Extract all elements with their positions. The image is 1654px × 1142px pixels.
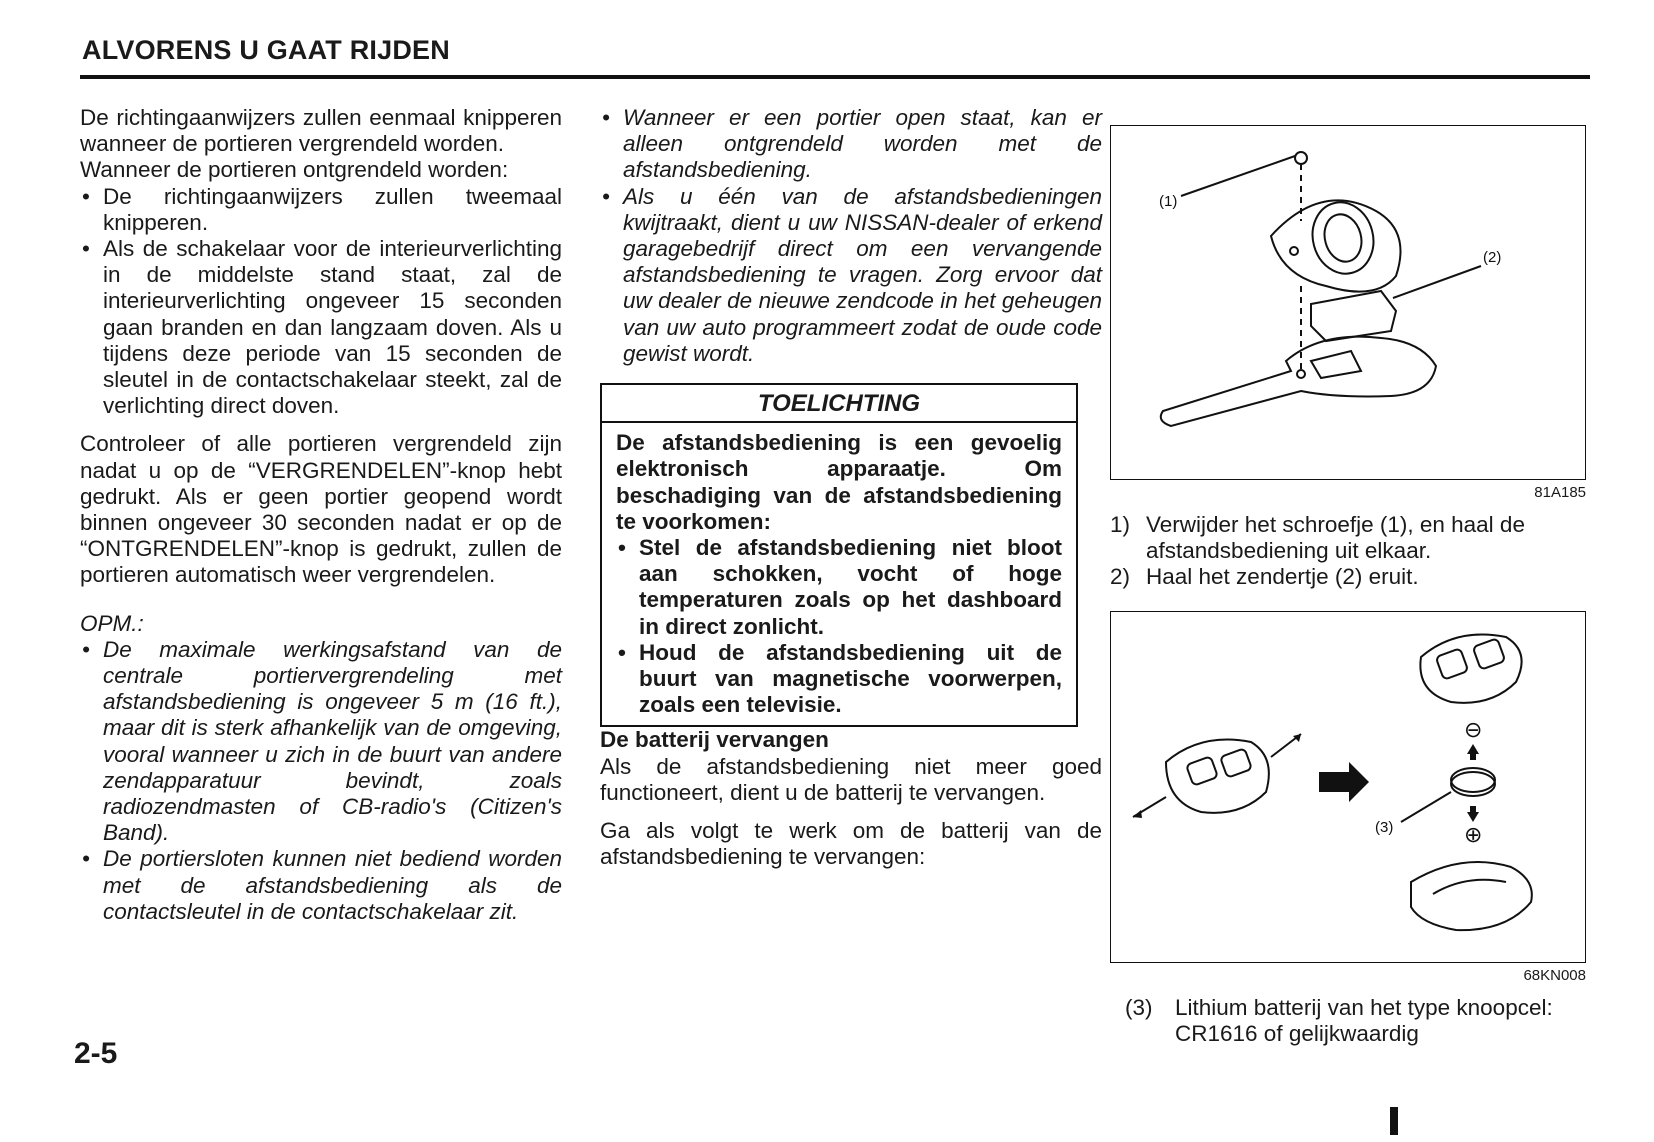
column-middle bbox=[600, 105, 1102, 870]
screw-icon bbox=[1295, 152, 1307, 164]
up-arrow-icon bbox=[1467, 744, 1479, 754]
paragraph: Als de afstandsbediening niet meer goed functioneert, dient u de batterij te vervangen. bbox=[600, 753, 1102, 805]
caption-number: (3) bbox=[1125, 994, 1153, 1020]
caution-box bbox=[600, 383, 1078, 727]
callout-3: (3) bbox=[1375, 818, 1394, 836]
steps-list bbox=[1110, 512, 1615, 591]
caption-text: Lithium batterij van het type knoopcel: CR1616 of gelijkwaardig bbox=[1175, 994, 1553, 1046]
note-label: OPM.: bbox=[80, 610, 144, 636]
figure-code: 81A185 bbox=[1534, 484, 1586, 501]
right-arrow-icon bbox=[1319, 762, 1369, 802]
transmitter-board bbox=[1311, 291, 1396, 341]
page-number: 2-5 bbox=[74, 1037, 118, 1070]
key-disassembly-figure bbox=[1110, 125, 1586, 480]
key-base bbox=[1161, 337, 1436, 426]
bullet-list bbox=[80, 184, 562, 420]
down-arrow-icon bbox=[1467, 812, 1479, 822]
paragraph: Wanneer de portieren ontgrendeld worden: bbox=[80, 157, 509, 183]
remote-shell-top bbox=[1420, 634, 1521, 702]
paragraph: De richtingaanwijzers zullen eenmaal knipperen wanneer de portieren vergrendeld worden. bbox=[80, 105, 562, 157]
paragraph: Controleer of alle portieren vergrendeld zijn nadat u op de “VERGRENDELEN”-knop hebt gedrukt. Als er geen portier geopend wordt binnen ongeveer 30 seconden nadat er op de “ONTGRENDELEN”-knop is gedrukt, zullen de portieren automatisch weer vergrendelen. bbox=[80, 431, 562, 588]
step-text: Verwijder het schroefje (1), en haal de afstandsbediening uit elkaar. bbox=[1146, 512, 1525, 564]
arrow-icon bbox=[1133, 810, 1142, 818]
italic-bullet-list bbox=[600, 105, 1102, 367]
list-item: • Stel de afstandsbediening niet bloot aan schokken, vocht of hoge temperaturen zoals op het dashboard in direct zonlicht. bbox=[616, 535, 1062, 640]
caution-body bbox=[602, 423, 1076, 725]
list-item: • Als u één van de afstandsbedieningen kwijtraakt, dient u uw NISSAN-dealer of erkend garagebedrijf direct om een vervangende afstandsbediening te vragen. Zorg ervoor dat uw dealer de nieuwe zendcode in het geheugen van uw auto programmeert zodat de oude code gewist wordt. bbox=[600, 184, 1102, 367]
note-list bbox=[80, 637, 562, 925]
list-item: • Als de schakelaar voor de interieurverlichting in de middelste stand staat, zal de interieurverlichting ongeveer 15 seconden gaan branden en dan langzaam doven. Als u tijdens deze periode van 15 seconden de sleutel in de contactschakelaar steekt, zal de verlichting direct doven. bbox=[80, 236, 562, 419]
paragraph: Ga als volgt te werk om de batterij van de afstandsbediening te vervangen: bbox=[600, 818, 1102, 870]
remote-body bbox=[1166, 739, 1269, 812]
header-divider bbox=[80, 75, 1590, 79]
caution-list bbox=[616, 535, 1062, 718]
caution-title: TOELICHTING bbox=[602, 385, 1076, 423]
list-item: • De portiersloten kunnen niet bediend worden met de afstandsbediening als de contactsleutel in de contactschakelaar zit. bbox=[80, 846, 562, 925]
battery-illustration bbox=[1111, 612, 1585, 962]
list-item: • Houd de afstandsbediening uit de buurt van magnetische voorwerpen, zoals een televisie. bbox=[616, 640, 1062, 719]
section-end-marker bbox=[1390, 1107, 1398, 1135]
list-item: • De richtingaanwijzers zullen tweemaal knipperen. bbox=[80, 184, 562, 236]
list-item: • De maximale werkingsafstand van de centrale portiervergrendeling met afstandsbediening is ongeveer 5 m (16 ft.), maar dit is sterk afhankelijk van de omgeving, vooral wanneer u zich in de buurt van andere zendapparatuur bevindt, zoals radiozendmasten of CB-radio's (Citizen's Band). bbox=[80, 637, 562, 847]
battery-replacement-figure bbox=[1110, 611, 1586, 963]
figure-caption bbox=[1125, 995, 1615, 1047]
step-item bbox=[1110, 564, 1615, 590]
caution-intro: De afstandsbediening is een gevoelig elektronisch apparaatje. Om beschadiging van de afstandsbediening te voorkomen: bbox=[616, 430, 1062, 534]
figure-code: 68KN008 bbox=[1523, 966, 1586, 984]
column-right bbox=[1110, 125, 1615, 1047]
subheading: De batterij vervangen bbox=[600, 727, 829, 753]
step-number: 2) bbox=[1110, 564, 1131, 590]
minus-sign: ⊖ bbox=[1464, 716, 1483, 742]
list-item: • Wanneer er een portier open staat, kan er alleen ontgrendeld worden met de afstandsbediening. bbox=[600, 105, 1102, 184]
step-text: Haal het zendertje (2) eruit. bbox=[1146, 564, 1419, 590]
step-item bbox=[1110, 512, 1615, 564]
key-illustration bbox=[1111, 126, 1585, 479]
section-title: ALVORENS U GAAT RIJDEN bbox=[82, 35, 450, 65]
callout-1: (1) bbox=[1159, 193, 1178, 210]
callout-2: (2) bbox=[1483, 249, 1502, 266]
manual-page bbox=[22, 15, 1622, 1125]
step-number: 1) bbox=[1110, 512, 1131, 537]
column-left bbox=[80, 105, 562, 925]
plus-sign: ⊕ bbox=[1464, 821, 1483, 847]
remote-shell-bottom bbox=[1411, 862, 1532, 930]
